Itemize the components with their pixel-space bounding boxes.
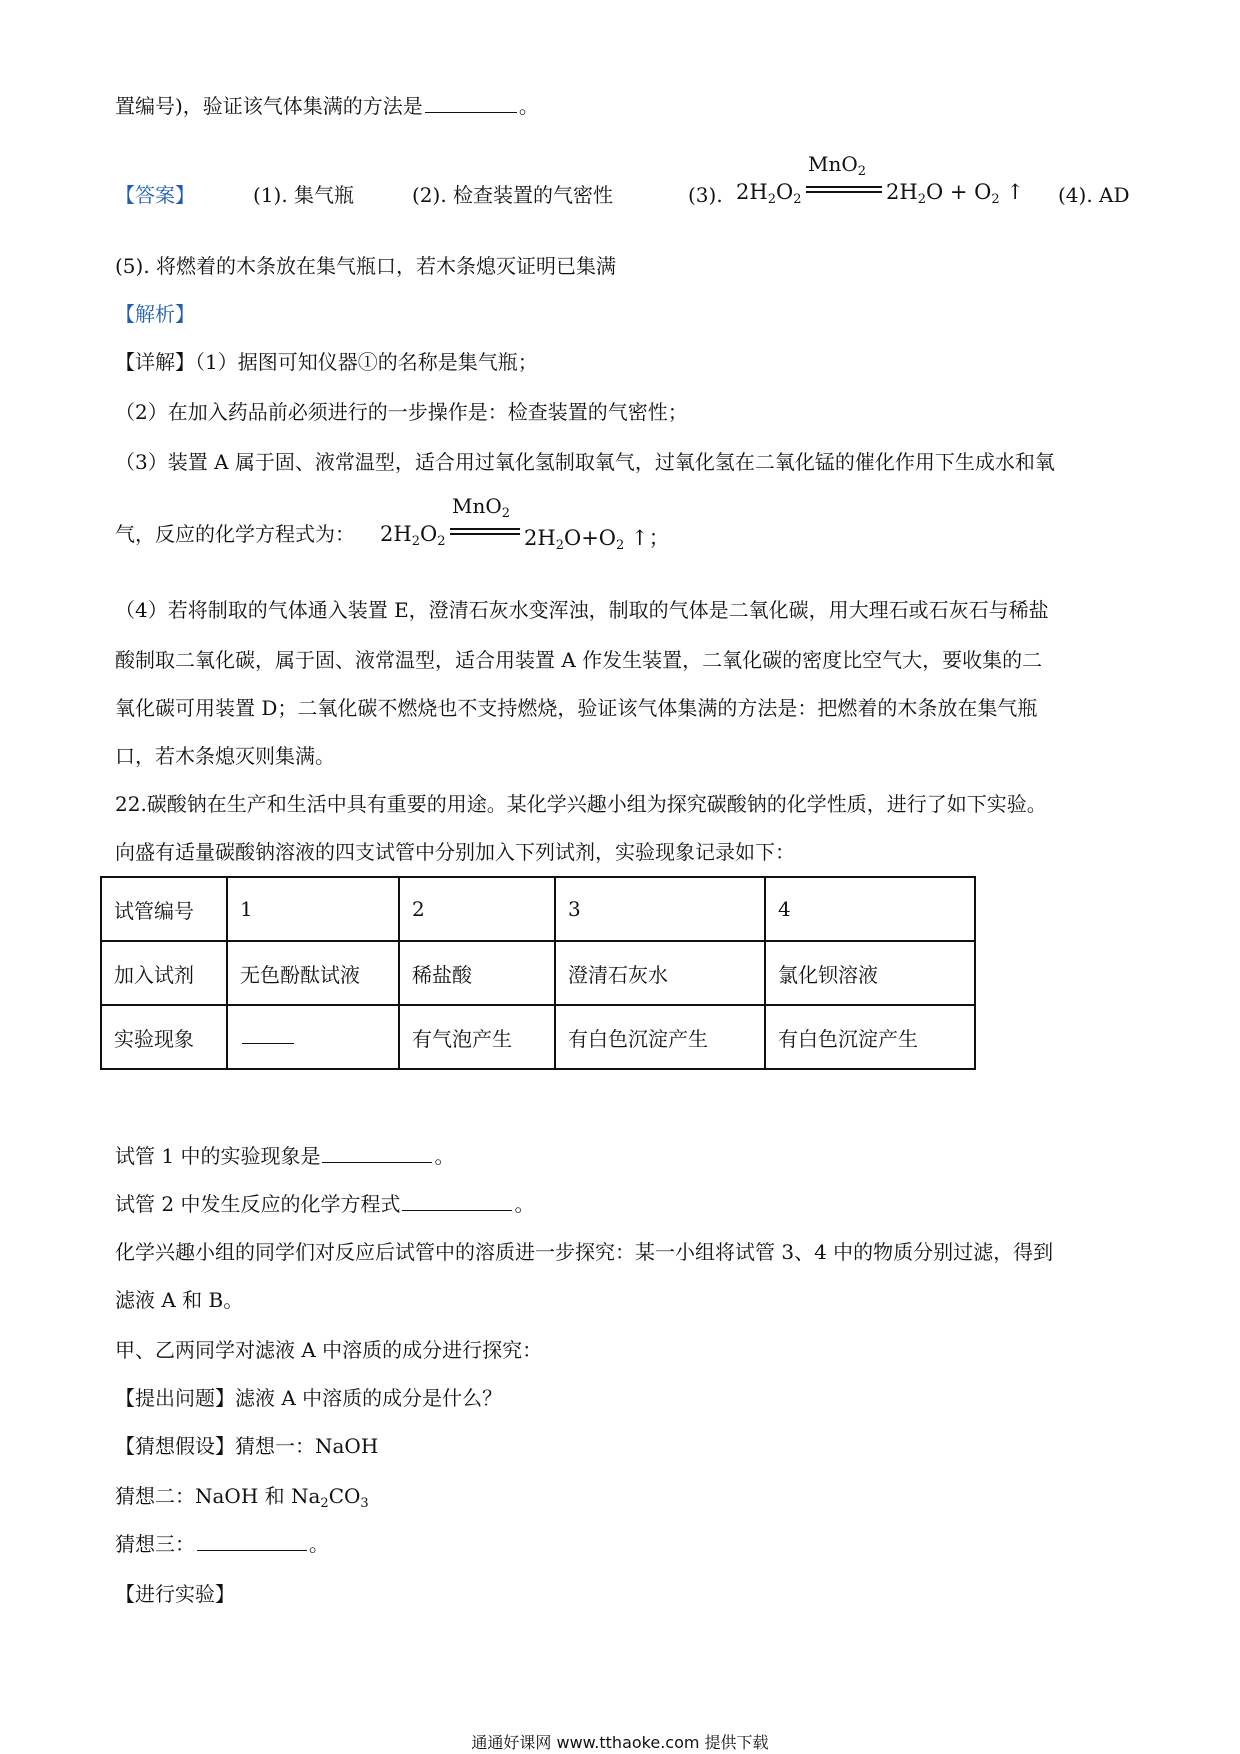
table-cell: 澄清石灰水 [555, 941, 765, 1005]
table-cell: 试管编号 [101, 877, 227, 941]
answer-blank [322, 1144, 432, 1163]
table-cell: 无色酚酞试液 [227, 941, 399, 1005]
answer-blank [242, 1025, 294, 1044]
answer-item-1: (1). 集气瓶 [253, 183, 355, 207]
table-cell: 4 [765, 877, 975, 941]
detail-3b: 气，反应的化学方程式为： [115, 522, 355, 546]
table-cell: 1 [227, 877, 399, 941]
detail-4c: 氧化碳可用装置 D；二氧化碳不燃烧也不支持燃烧，验证该气体集满的方法是：把燃着的木条放在集气瓶 [115, 696, 1038, 720]
detail-3a: （3）装置 A 属于固、液常温型，适合用过氧化氢制取氧气，过氧化氢在二氧化锰的催化作用下生成水和氧 [115, 450, 1055, 474]
q22-q1: 试管 1 中的实验现象是 。 [115, 1144, 455, 1168]
q22-para-a: 化学兴趣小组的同学们对反应后试管中的溶质进一步探究：某一小组将试管 3、4 中的物质分别过滤，得到 [115, 1240, 1054, 1264]
detail-4d: 口，若木条熄灭则集满。 [115, 744, 335, 768]
detail-4a: （4）若将制取的气体通入装置 E，澄清石灰水变浑浊，制取的气体是二氧化碳，用大理石或石灰石与稀盐 [115, 598, 1049, 622]
answer-blank [425, 94, 517, 113]
table-cell: 2 [399, 877, 555, 941]
q22-intro-1: 22.碳酸钠在生产和生活中具有重要的用途。某化学兴趣小组为探究碳酸钠的化学性质，进行了如下实验。 [115, 792, 1047, 816]
detail-equation: MnO$_2$ $2H_2O_2$ $2H_2O+O_2$ ↑； [380, 494, 670, 553]
table-row [101, 1005, 975, 1069]
gas-arrow-icon: ↑ [1006, 180, 1024, 204]
table-cell: 实验现象 [101, 1005, 227, 1069]
analysis-label: 【解析】 [115, 302, 195, 326]
q22-ask: 【提出问题】滤液 A 中溶质的成分是什么？ [115, 1386, 503, 1410]
table-row [101, 941, 975, 1005]
q22-guess-3: 猜想三： 。 [115, 1532, 329, 1556]
answer-blank [402, 1192, 512, 1211]
experiment-table [100, 876, 976, 1070]
table-cell: 有气泡产生 [399, 1005, 555, 1069]
table-cell: 3 [555, 877, 765, 941]
table-cell-blank [227, 1005, 399, 1069]
table-cell: 有白色沉淀产生 [765, 1005, 975, 1069]
table-row [101, 877, 975, 941]
answer-label: 【答案】 [115, 183, 195, 207]
table-cell: 加入试剂 [101, 941, 227, 1005]
answer-equation: MnO$_2$ $2H_2O_2$ $2H_2O + O_2$ ↑ [736, 152, 1024, 207]
table-cell: 稀盐酸 [399, 941, 555, 1005]
q22-para-c: 甲、乙两同学对滤液 A 中溶质的成分进行探究： [115, 1338, 543, 1362]
answer-item-3: (3). [688, 183, 723, 207]
table-cell: 有白色沉淀产生 [555, 1005, 765, 1069]
answer-item-4: (4). AD [1058, 183, 1130, 207]
detail-2: （2）在加入药品前必须进行的一步操作是：检查装置的气密性； [115, 400, 688, 424]
q22-q2: 试管 2 中发生反应的化学方程式 。 [115, 1192, 535, 1216]
q22-guess-1: 【猜想假设】猜想一：NaOH [115, 1434, 379, 1458]
top-line: 置编号)，验证该气体集满的方法是 。 [115, 94, 539, 118]
page-footer: 通通好课网 www.tthaoke.com 提供下载 [471, 1733, 769, 1752]
q22-intro-2: 向盛有适量碳酸钠溶液的四支试管中分别加入下列试剂，实验现象记录如下： [115, 840, 795, 864]
answer-item-2: (2). 检查装置的气密性 [412, 183, 614, 207]
gas-arrow-icon: ↑ [630, 526, 649, 550]
table-cell: 氯化钡溶液 [765, 941, 975, 1005]
detail-4b: 酸制取二氧化碳，属于固、液常温型，适合用装置 A 作发生装置，二氧化碳的密度比空气大，要收集的二 [115, 648, 1043, 672]
q22-experiment-label: 【进行实验】 [115, 1582, 235, 1606]
answer-item-5: (5). 将燃着的木条放在集气瓶口，若木条熄灭证明已集满 [115, 254, 617, 278]
detail-1: 【详解】（1）据图可知仪器①的名称是集气瓶； [115, 350, 538, 374]
answer-blank [197, 1532, 307, 1551]
q22-guess-2: 猜想二：NaOH 和 $Na_2CO_3$ [115, 1484, 369, 1511]
q22-para-b: 滤液 A 和 B。 [115, 1288, 244, 1312]
